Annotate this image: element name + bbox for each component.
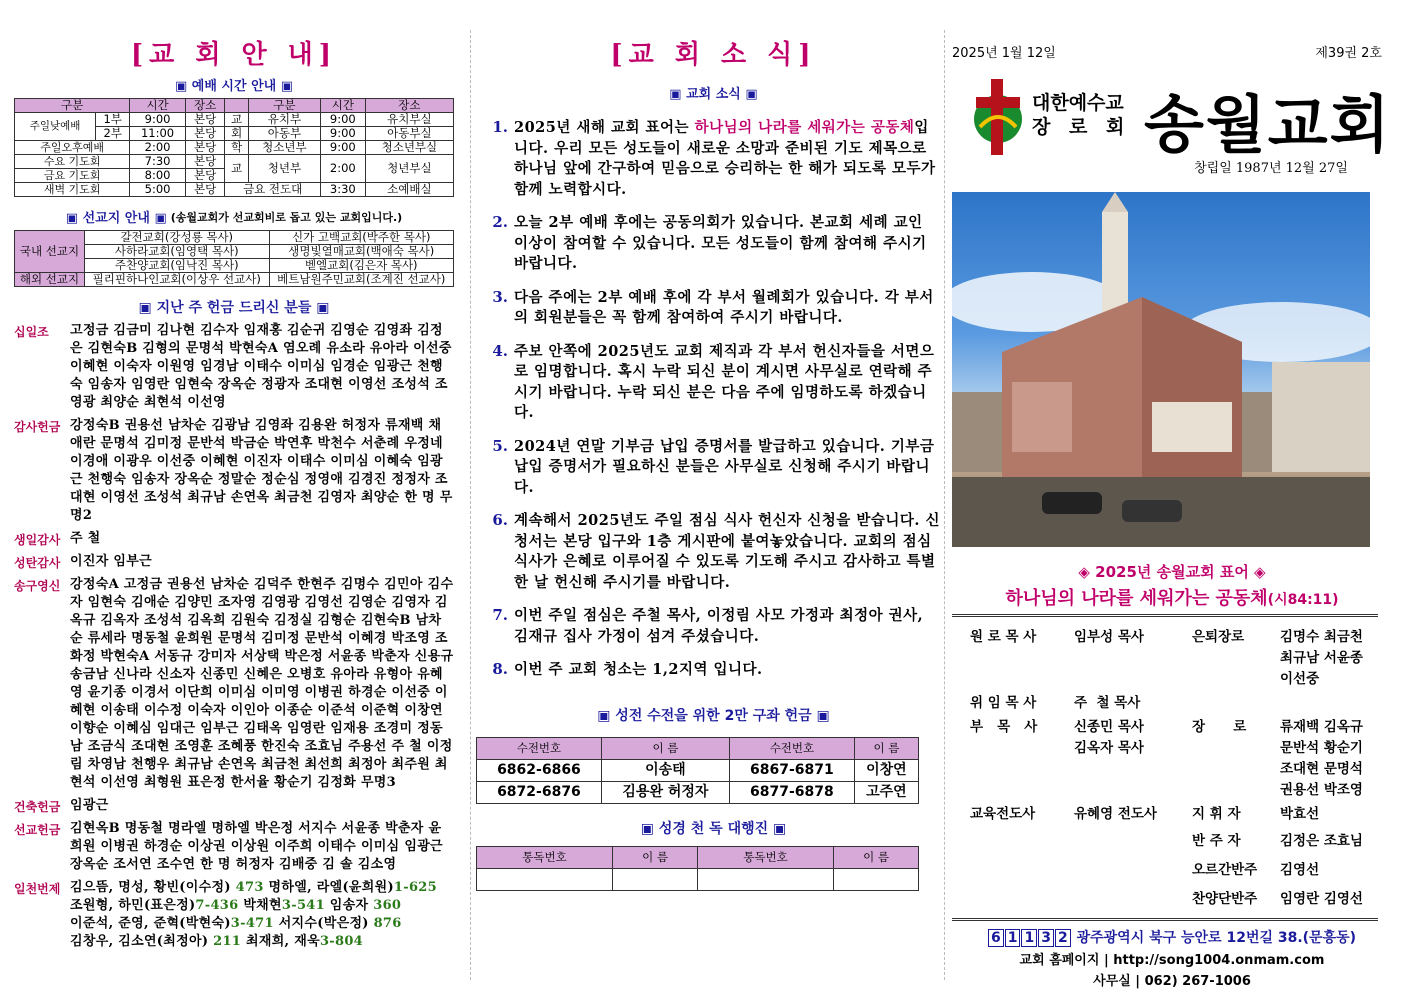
- table-row: [15, 113, 454, 127]
- bible-cell: 6877-6878: [729, 781, 854, 803]
- school-cell: 2:00: [320, 155, 365, 183]
- school-cell: 9:00: [320, 113, 365, 127]
- news-text: 이번 주 교회 청소는 1,2지역 입니다.: [514, 661, 763, 678]
- mission-table: [14, 230, 454, 287]
- staff-names2: [1280, 886, 1363, 912]
- worship-part: 1부: [96, 113, 130, 127]
- column-cover: [952, 0, 1392, 992]
- staff-name-line: 조대현 문명석: [1280, 761, 1363, 777]
- staff-role: 부 목 사: [970, 719, 1038, 735]
- staff-role2: 반 주 자: [1192, 833, 1241, 849]
- offering-label: 건축헌금: [14, 800, 61, 814]
- school-label: 교: [225, 155, 248, 183]
- weekly-names: 이준석, 준영, 준혁(박현숙): [70, 916, 231, 931]
- offering-label: 감사헌금: [14, 420, 61, 434]
- zip-code: [988, 930, 1072, 946]
- staff-row: [970, 693, 1392, 714]
- staff-role: [970, 828, 1074, 854]
- staff-name-line: 김영선: [1280, 862, 1320, 878]
- table-row: [477, 781, 919, 803]
- staff-names2: [1280, 828, 1363, 854]
- worship-place: 본당: [185, 155, 225, 169]
- table-row: [15, 141, 454, 155]
- bible-header: 수전번호: [477, 737, 602, 759]
- staff-name-line: 임부성 목사: [1074, 629, 1144, 645]
- news-item: [486, 342, 941, 424]
- staff-name-line: 류재백 김옥규: [1280, 719, 1363, 735]
- offering-title: ▣ 지난 주 헌금 드리신 분들 ▣: [138, 300, 330, 316]
- school-cell: 3:30: [320, 183, 365, 197]
- weekly-label: 일천번제: [14, 882, 61, 896]
- worship-table: [14, 98, 454, 197]
- bible-title: ▣ 성전 수전을 위한 2만 구좌 헌금 ▣: [597, 707, 830, 724]
- news-text: 다음 주에는 2부 예배 후에 각 부서 월례회가 있습니다. 각 부서의 회원분들은 꼭 함께 참여하여 주시기 바랍니다.: [514, 288, 934, 326]
- news-text: 이번 주일 점심은 주철 목사, 이정림 사모 가정과 최정아 권사, 김재규 집사 가정이 섬겨 주셨습니다.: [514, 607, 924, 645]
- staff-role: [970, 886, 1074, 912]
- staff-role2: 지 휘 자: [1192, 806, 1241, 822]
- offering-row: [14, 820, 454, 874]
- news-highlight: 하나님의 나라를 세워가는 공동체: [694, 119, 915, 136]
- news-title: [교 회 소 식]: [610, 40, 817, 70]
- bible-header: 이 름: [854, 737, 918, 759]
- weekly-names: 서지수(박은정): [273, 916, 374, 931]
- column-church-news: [486, 0, 941, 992]
- offering-label: 십일조: [14, 325, 49, 339]
- news-item: [486, 118, 941, 200]
- offering-label: 선교헌금: [14, 823, 61, 837]
- staff-name-line: 임영란 김영선: [1280, 891, 1363, 907]
- staff-row: [970, 828, 1392, 854]
- news-item: [486, 437, 941, 499]
- table-row: [15, 183, 454, 197]
- offering-names: 임광근: [70, 798, 109, 813]
- weekly-names: 조원형, 하민(표은정): [70, 898, 196, 913]
- offering-names: 강정숙B 권용선 남차순 김광남 김영좌 김용완 허정자 류재백 채애란 문명석 김미정 문반석 박금순 박연후 박천수 서춘례 우정네 이경애 이광우 이선중 이혜현 이진자 이태수 이미심 이혜숙 임광근 천행숙 임송자 장옥순 정말순 정순심 정영애 김경진 정정자 조대현 이영선 조성석 최규남 손연옥 최금천 김영자 최양순 한 명 무명2: [70, 418, 453, 523]
- staff-role2: 오르간반주: [1192, 862, 1258, 878]
- bible-cell: 6862-6866: [477, 759, 602, 781]
- worship-time: 11:00: [130, 127, 186, 141]
- reading-header: 통독번호: [697, 846, 833, 868]
- school-label: 학: [225, 141, 248, 155]
- reading-header: 이 름: [613, 846, 698, 868]
- worship-time: 5:00: [130, 183, 186, 197]
- school-cell: 청년부: [248, 155, 320, 183]
- news-text: 2024년 연말 기부금 납입 증명서를 발급하고 있습니다. 기부금 납입 증명서가 필요하신 분들은 사무실로 신청해 주시기 바랍니다.: [514, 437, 935, 496]
- mission-church: 베트남원주민교회(조계진 선교사): [269, 273, 454, 287]
- staff-role2: 장 로: [1192, 719, 1247, 735]
- column-church-guide: [14, 0, 454, 992]
- school-cell: 금요 전도대: [225, 183, 320, 197]
- news-text: 오늘 2부 예배 후에는 공동의회가 있습니다. 본교회 세례 교인 이상이 참여할 수 있습니다. 모든 성도들이 함께 참여해 주시기 바랍니다.: [514, 214, 927, 272]
- table-row: [477, 759, 919, 781]
- staff-name-line: 권용선 박조영: [1280, 782, 1363, 798]
- denomination-line2: 장 로 회: [1032, 116, 1131, 138]
- news-number: 1.: [492, 118, 508, 136]
- offering-names: 강정숙A 고정금 권용선 남차순 김덕주 한현주 김명수 김민아 김수자 임현숙 김애순 김양민 조자영 김영광 김영선 김영순 김영자 김옥규 김옥자 조성석 김옥희 김원숙 김정실 김형순 김현숙B 남차순 류세라 명동철 윤희원 문명석 김미정 문반석 이혜경 박조영 조화정 박현숙A 서동규 강미자 서상택 박은정 서윤종 박춘자 신용규 송금남 신나라 신소자 신종민 신혜은 오병호 유아라 유형아 유혜영 윤기종 이경서 이단희 이미심 이미영 이병권 하경순 이선중 이혜현 이송태 이수정 이숙자 이인아 이종순 이준석 이준혁 이창연 이향순 이혜심 임대근 임부근 김태옥 임영란 임재용 조경미 정동남 조금식 조대현 조영훈 조혜풍 한진숙 조효님 주용선 주 철 이정림 차영남 천행우 최규남 손연옥 최금천 최선희 최정아 최주원 최현석 이선영 최형원 표은정 한서율 황순기 김정화 무명3: [70, 577, 454, 790]
- bible-cell: 이창연: [854, 759, 918, 781]
- guide-title: [교 회 안 내]: [130, 40, 338, 70]
- zip-digit: 6: [988, 929, 1004, 947]
- school-cell: 청소년부실: [365, 141, 453, 155]
- weekly-number: 876: [373, 916, 402, 931]
- offering-label: 생일감사: [14, 533, 61, 547]
- staff-name: [1074, 717, 1192, 801]
- worship-category: 주일오후예배: [15, 141, 130, 155]
- address: 광주광역시 북구 능안로 12번길 38.(문흥동): [1076, 930, 1357, 946]
- mission-domestic-label: 국내 선교지: [15, 231, 85, 273]
- worship-header: 구분: [248, 99, 320, 113]
- staff-name-line: 문반석 황순기: [1280, 740, 1363, 756]
- staff-name-line: 최규남 서윤종: [1280, 650, 1363, 666]
- staff-row: [970, 886, 1392, 912]
- staff-role: 원 로 목 사: [970, 629, 1037, 645]
- offering-names: 주 철: [70, 531, 101, 546]
- news-item: [486, 213, 941, 275]
- worship-category: 새벽 기도회: [15, 183, 130, 197]
- bible-header: 수전번호: [729, 737, 854, 759]
- weekly-line: [70, 933, 454, 951]
- news-text: 주보 안쪽에 2025년도 교회 제직과 각 부서 헌신자들을 서면으로 임명합니다. 혹시 누락 되신 분이 계시면 사무실로 연락해 주시기 바랍니다. 누락 되신 분은 다음 주에 임명하도록 하겠습니다.: [514, 342, 935, 421]
- staff-name: [1074, 693, 1192, 714]
- worship-place: 본당: [185, 141, 225, 155]
- worship-header: 장소: [365, 99, 453, 113]
- staff-name: [1074, 804, 1192, 825]
- worship-place: 본당: [185, 127, 225, 141]
- school-cell: 유치부: [248, 113, 320, 127]
- worship-place: 본당: [185, 183, 225, 197]
- weekly-number: 3-804: [319, 934, 364, 949]
- denomination-line1: 대한예수교: [1032, 92, 1124, 114]
- offering-row: [14, 576, 454, 792]
- staff-role2: 은퇴장로: [1192, 629, 1245, 645]
- worship-time: 9:00: [130, 113, 186, 127]
- worship-time: 2:00: [130, 141, 186, 155]
- issue-volume: 제39권 2호: [1315, 46, 1382, 61]
- staff-row: [970, 717, 1392, 801]
- offering-row: [14, 322, 454, 412]
- bible-header: 이 름: [601, 737, 729, 759]
- bible-table: [476, 737, 919, 804]
- worship-header: 구분: [15, 99, 130, 113]
- news-number: 4.: [492, 341, 508, 360]
- divider-right: [944, 30, 945, 980]
- school-cell: 소예배실: [365, 183, 453, 197]
- staff-names2: [1280, 804, 1319, 825]
- bible-cell: 김용완 허정자: [601, 781, 729, 803]
- bible-cell: 이송태: [601, 759, 729, 781]
- school-cell: 유치부실: [365, 113, 453, 127]
- news-text: 계속해서 2025년도 주일 점심 식사 헌신자 신청을 받습니다. 신청서는 본당 입구와 1층 게시판에 붙여놓았습니다. 교회의 점심식사가 은혜로 이루어질 수 있도록 기도해 주시고 감사하고 특별한 날 헌신해 주시기를 바랍니다.: [514, 512, 940, 591]
- staff-row: [970, 804, 1392, 825]
- weekly-number: 211: [213, 934, 242, 949]
- staff-name: [1074, 828, 1192, 854]
- offering-label: 성탄감사: [14, 556, 61, 570]
- school-label: 교: [225, 113, 248, 127]
- staff-role2: [1192, 693, 1280, 714]
- weekly-number: 3-471: [230, 916, 274, 931]
- news-number: 2.: [492, 213, 508, 231]
- news-item: [486, 606, 941, 647]
- mission-church: 사하라교회(임영택 목사): [85, 245, 270, 259]
- church-name: 송월교회: [1144, 88, 1392, 161]
- mission-church: 벧엘교회(김은자 목사): [269, 259, 454, 273]
- mission-church: 생명빛열매교회(백애숙 목사): [269, 245, 454, 259]
- motto-reference: (시84:11): [1267, 592, 1339, 608]
- staff-names2: [1280, 717, 1363, 801]
- staff-role: 위 임 목 사: [970, 695, 1037, 711]
- staff-role: 교육전도사: [970, 806, 1036, 822]
- worship-place: 본당: [185, 169, 225, 183]
- news-number: 3.: [492, 287, 508, 306]
- reading-header: 이 름: [834, 846, 919, 868]
- worship-place: 본당: [185, 113, 225, 127]
- worship-header: 장소: [185, 99, 225, 113]
- motto-title: ◈ 2025년 송월교회 표어 ◈: [1078, 563, 1266, 581]
- staff-name-line: 김정은 조효님: [1280, 833, 1363, 849]
- worship-part: 2부: [96, 127, 130, 141]
- worship-time: 7:30: [130, 155, 186, 169]
- school-cell: 9:00: [320, 141, 365, 155]
- weekly-names: 최재희, 재욱: [241, 934, 320, 949]
- worship-title: ▣ 예배 시간 안내 ▣: [174, 79, 294, 94]
- weekly-names: 임송자: [324, 898, 374, 913]
- church-building-photo: [952, 192, 1370, 547]
- bible-cell: 6867-6871: [729, 759, 854, 781]
- worship-time: 8:00: [130, 169, 186, 183]
- worship-category: 주일낮예배: [15, 113, 96, 141]
- reading-table: [476, 846, 919, 891]
- staff-name-line: 주 철 목사: [1074, 695, 1141, 711]
- staff-names2: [1280, 627, 1363, 690]
- news-text: 2025년 새해 교회 표어는 하나님의 나라를 세워가는 공동체입니다. 우리 모든 성도들이 새로운 소망과 준비된 기도 제목으로 하나님 앞에 간구하여 믿음으로 승리하는 한 해가 되도록 모두가 함께 노력합시다.: [514, 119, 936, 198]
- news-number: 7.: [492, 606, 508, 624]
- school-label: 회: [225, 127, 248, 141]
- offering-names: 김현옥B 명동철 명라엘 명하엘 박은정 서지수 서윤종 박춘자 윤희원 이병권 하경순 이상권 이상원 이주희 이태수 이미심 임광근 장옥순 조서연 조수연 한 명 허정자 김배중 김 솔 김소영: [70, 821, 443, 872]
- news-item: [486, 511, 941, 593]
- weekly-names: 박채현: [238, 898, 282, 913]
- weekly-number: 3-541: [281, 898, 325, 913]
- zip-digit: 1: [1005, 929, 1021, 947]
- weekly-line: [70, 879, 454, 897]
- staff-name: [1074, 886, 1192, 912]
- zip-digit: 1: [1021, 929, 1037, 947]
- church-logo-block: [952, 69, 1392, 161]
- staff-role: [970, 857, 1074, 883]
- worship-header-spacer: [225, 99, 248, 113]
- school-cell: 아동부실: [365, 127, 453, 141]
- weekly-offering: [14, 879, 454, 951]
- news-number: 8.: [492, 660, 508, 678]
- mission-note: (송월교회가 선교회비로 돕고 있는 교회입니다.): [170, 210, 403, 224]
- table-row: [15, 231, 454, 245]
- school-cell: 청소년부: [248, 141, 320, 155]
- staff-row: [970, 627, 1392, 690]
- worship-header: 시간: [320, 99, 365, 113]
- church-building-illustration: [952, 192, 1370, 547]
- mission-church: 신가 고백교회(박주한 목사): [269, 231, 454, 245]
- cross-logo-icon: [968, 77, 1024, 157]
- offering-row: [14, 553, 454, 571]
- news-item: [486, 288, 941, 329]
- offering-row: [14, 797, 454, 815]
- staff-name-line: 신종민 목사: [1074, 719, 1144, 735]
- weekly-number: 7-436: [195, 898, 239, 913]
- weekly-names: 명하엘, 라엘(윤희원): [263, 880, 394, 895]
- staff-name-line: 유혜영 전도사: [1074, 806, 1157, 822]
- homepage[interactable]: 교회 홈페이지 | http://song1004.onmam.com: [1019, 953, 1325, 968]
- staff-name-line: 박효선: [1280, 806, 1320, 822]
- table-row: [15, 155, 454, 169]
- news-subtitle: ▣ 교회 소식 ▣: [669, 87, 758, 102]
- staff-names2: [1280, 857, 1319, 883]
- reading-header: 통독번호: [477, 846, 613, 868]
- mission-church: 주찬양교회(임낙진 목사): [85, 259, 270, 273]
- staff-name-line: 이선중: [1280, 671, 1320, 687]
- staff-row: [970, 857, 1392, 883]
- weekly-number: 1-625: [393, 880, 437, 895]
- news-item: [486, 660, 941, 681]
- news-number: 5.: [492, 436, 508, 455]
- worship-category: 수요 기도회: [15, 155, 130, 169]
- table-row: [15, 273, 454, 287]
- weekly-line: [70, 915, 454, 933]
- worship-category: 금요 기도회: [15, 169, 130, 183]
- office-phone: 사무실 | 062) 267-1006: [1093, 974, 1251, 989]
- offering-names: 이진자 임부근: [70, 554, 152, 569]
- mission-title: ▣ 선교지 안내 ▣: [65, 211, 167, 226]
- staff-name: [1074, 627, 1192, 690]
- weekly-line: [70, 897, 454, 915]
- weekly-names: 김창우, 김소연(최정아): [70, 934, 214, 949]
- worship-header: 시간: [130, 99, 186, 113]
- offering-row: [14, 530, 454, 548]
- weekly-number: 473: [235, 880, 264, 895]
- divider-left: [470, 30, 471, 980]
- staff-name-line: 김옥자 목사: [1074, 740, 1144, 756]
- news-number: 6.: [492, 511, 508, 529]
- staff-name-line: 김명수 최금천: [1280, 629, 1363, 645]
- offering-names: 고정금 김금미 김나현 김수자 임재홍 김순귀 김영순 김영좌 김정은 김현숙B 김형의 문명석 박현숙A 염오례 유소라 유아라 이선중 이혜현 이숙자 이원영 임경남 이태수 이미심 임경순 임광근 천행숙 임송자 임영란 임현숙 장옥순 정광자 조대현 이영선 조성석 조영광 최양순 최현석 이선영: [70, 323, 452, 410]
- mission-church: 필리핀하나인교회(이상우 선교사): [85, 273, 270, 287]
- zip-digit: 3: [1038, 929, 1054, 947]
- issue-date: 2025년 1월 12일: [952, 46, 1056, 61]
- school-cell: 청년부실: [365, 155, 453, 183]
- offering-list: [14, 322, 454, 874]
- bible-cell: 고주연: [854, 781, 918, 803]
- founded-date: 창립일 1987년 12월 27일: [1194, 161, 1348, 176]
- weekly-number: 360: [373, 898, 402, 913]
- bible-cell: 6872-6876: [477, 781, 602, 803]
- motto-text: 하나님의 나라를 세워가는 공동체: [1005, 588, 1268, 609]
- staff-name: [1074, 857, 1192, 883]
- mission-church: 갈전교회(강성룡 목사): [85, 231, 270, 245]
- zip-digit: 2: [1055, 929, 1071, 947]
- offering-label: 송구영신: [14, 579, 61, 593]
- weekly-names: 김으뜸, 명성, 황빈(이수정): [70, 880, 236, 895]
- staff-role2: 찬양단반주: [1192, 891, 1258, 907]
- school-cell: 아동부: [248, 127, 320, 141]
- staff-list: [952, 627, 1392, 912]
- reading-title: ▣ 성경 천 독 대행진 ▣: [640, 820, 787, 837]
- address-line: [952, 927, 1392, 947]
- offering-row: [14, 417, 454, 525]
- mission-overseas-label: 해외 선교지: [15, 273, 85, 287]
- school-cell: 9:00: [320, 127, 365, 141]
- news-list: [486, 118, 941, 681]
